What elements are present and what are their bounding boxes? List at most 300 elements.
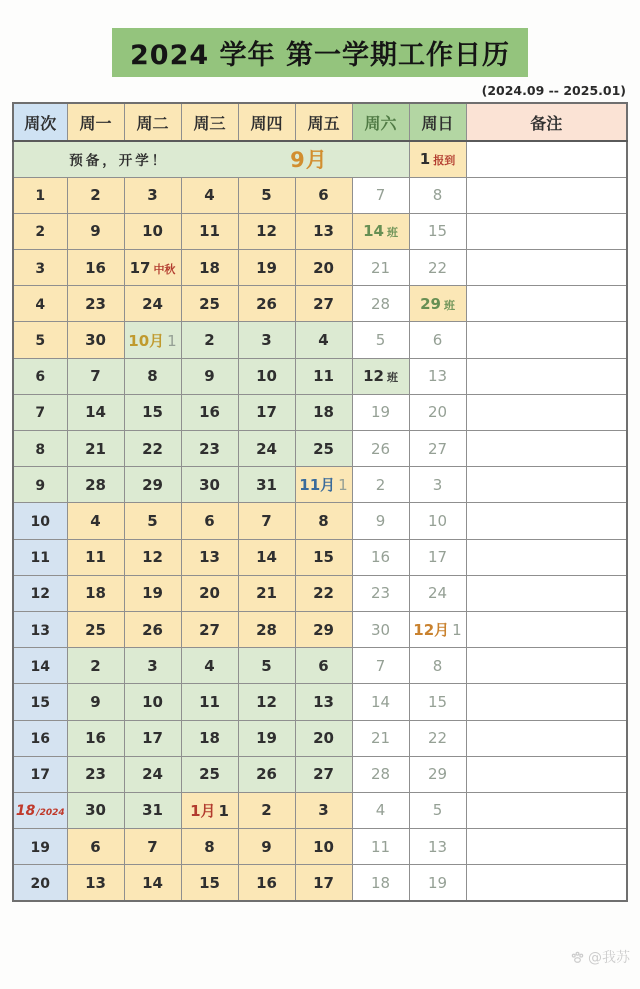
day-cell-text: 22 <box>142 439 163 458</box>
week-number-cell <box>13 322 67 358</box>
day-cell-text: 5 <box>261 186 272 205</box>
day-cell-text: 14 <box>256 548 277 567</box>
week-number-cell-text: 11 <box>30 550 50 567</box>
day-cell-text: 6 <box>90 837 101 856</box>
day-cell <box>181 720 238 756</box>
day-cell <box>409 648 466 684</box>
week-number-cell <box>13 648 67 684</box>
week-number-cell <box>13 720 67 756</box>
column-header <box>124 103 181 141</box>
day-cell-text: 10 <box>142 222 163 241</box>
column-header <box>295 103 352 141</box>
day-cell <box>238 829 295 865</box>
day-cell <box>181 250 238 286</box>
day-cell <box>409 467 466 503</box>
day-cell <box>67 648 124 684</box>
remark-cell <box>466 431 627 467</box>
week-row <box>13 467 627 503</box>
week-row <box>13 829 627 865</box>
week-number-cell <box>13 575 67 611</box>
day-cell-text: 19 <box>256 258 277 277</box>
remark-cell <box>466 865 627 901</box>
day-cell <box>124 431 181 467</box>
day-cell <box>352 792 409 828</box>
remark-cell <box>466 684 627 720</box>
day-cell-text: 6 <box>318 656 329 675</box>
day-cell <box>181 865 238 901</box>
day-cell <box>295 575 352 611</box>
day-cell-text: 26 <box>142 620 163 639</box>
day-cell <box>124 503 181 539</box>
day-cell-text: 2 <box>204 331 215 350</box>
week-row <box>13 250 627 286</box>
week-number-cell <box>13 829 67 865</box>
week-row <box>13 756 627 792</box>
week-number-cell <box>13 539 67 575</box>
day-cell-text: 12月 <box>413 621 450 640</box>
column-header-label: 周次 <box>24 113 57 133</box>
day-cell <box>67 539 124 575</box>
day-cell-text: 12 <box>363 367 384 386</box>
week-row <box>13 865 627 901</box>
week-row <box>13 611 627 647</box>
column-header-label: 备注 <box>530 113 563 133</box>
day-cell <box>238 503 295 539</box>
day-cell-text: 10 <box>427 511 448 530</box>
day-cell <box>295 684 352 720</box>
day-cell <box>238 467 295 503</box>
week-number-cell-text: 7 <box>35 405 46 422</box>
day-cell-text: 17 <box>129 258 151 277</box>
day-cell <box>181 431 238 467</box>
day-cell <box>409 611 466 647</box>
day-cell-text: 15 <box>142 403 163 422</box>
day-cell <box>295 503 352 539</box>
day-cell-text: 7 <box>90 367 101 386</box>
day-cell <box>67 250 124 286</box>
day-cell-text: 31 <box>142 801 163 820</box>
day-cell-text: 1月 <box>190 801 216 820</box>
day-cell <box>67 503 124 539</box>
day-cell-text: 12 <box>256 692 277 711</box>
column-header <box>13 103 67 141</box>
day-cell-text: 26 <box>256 765 277 784</box>
calendar-table <box>12 102 628 902</box>
day-cell-text: 26 <box>256 294 277 313</box>
remark-cell <box>466 394 627 430</box>
day-cell-text: 5 <box>147 511 158 530</box>
day-cell <box>409 829 466 865</box>
day-cell-text: 11 <box>199 222 220 241</box>
day-cell-text: 18 <box>199 258 220 277</box>
day-cell-text: 3 <box>261 331 272 350</box>
remark-cell <box>466 213 627 249</box>
day-cell-text: 23 <box>85 294 106 313</box>
day-cell <box>352 575 409 611</box>
watermark-text: @我苏 <box>588 950 630 966</box>
day-cell-text: 报到 <box>433 154 456 168</box>
calendar-header-row <box>13 103 627 141</box>
day-cell <box>124 720 181 756</box>
week-number-cell <box>13 286 67 322</box>
day-cell-text: 4 <box>204 186 215 205</box>
day-cell <box>409 720 466 756</box>
week-number-cell <box>13 177 67 213</box>
day-cell <box>295 829 352 865</box>
day-cell <box>352 684 409 720</box>
day-cell-text: 9 <box>261 837 272 856</box>
day-cell <box>67 865 124 901</box>
week-number-cell-text: /2024 <box>36 808 65 819</box>
day-cell <box>124 648 181 684</box>
day-cell <box>124 684 181 720</box>
day-cell-text: 21 <box>370 258 391 277</box>
day-cell-text: 14 <box>363 222 384 241</box>
title-bar <box>0 28 640 77</box>
remark-cell <box>466 575 627 611</box>
day-cell <box>67 756 124 792</box>
day-cell-text: 27 <box>199 620 220 639</box>
day-cell <box>295 431 352 467</box>
day-cell <box>295 322 352 358</box>
day-cell-text: 11 <box>370 837 391 856</box>
day-cell <box>295 720 352 756</box>
day-cell-text: 13 <box>313 692 334 711</box>
day-cell <box>181 756 238 792</box>
day-cell-text: 20 <box>313 729 334 748</box>
day-cell <box>238 684 295 720</box>
day-cell-text: 14 <box>85 403 106 422</box>
remark-cell <box>466 539 627 575</box>
day-cell-text: 10 <box>142 692 163 711</box>
day-cell-text: 15 <box>313 548 334 567</box>
remark-cell <box>466 792 627 828</box>
week-number-cell-text: 6 <box>35 369 46 386</box>
day-cell-text: 19 <box>142 584 163 603</box>
remark-cell <box>466 322 627 358</box>
day-cell <box>124 611 181 647</box>
day-cell-text: 2 <box>90 186 101 205</box>
week-row <box>13 322 627 358</box>
day-cell-text: 30 <box>85 801 106 820</box>
day-cell <box>352 213 409 249</box>
day-cell-text: 11月 <box>299 476 336 495</box>
day-cell <box>352 648 409 684</box>
day-cell-text: 18 <box>85 584 106 603</box>
day-cell <box>409 431 466 467</box>
column-header <box>409 103 466 141</box>
day-cell-text: 14 <box>142 873 163 892</box>
day-cell <box>295 286 352 322</box>
day-cell-text: 31 <box>256 475 277 494</box>
day-cell <box>238 177 295 213</box>
week-row <box>13 431 627 467</box>
paw-icon <box>570 950 585 965</box>
day-cell-text: 10 <box>313 837 334 856</box>
day-cell-text: 20 <box>313 258 334 277</box>
day-cell <box>67 358 124 394</box>
day-cell <box>67 611 124 647</box>
day-cell-text: 21 <box>256 584 277 603</box>
day-cell-text: 中秋 <box>153 262 176 276</box>
week-number-cell-text: 8 <box>35 441 46 458</box>
week-number-cell-text: 18 <box>15 803 36 820</box>
day-cell-text: 18 <box>199 729 220 748</box>
day-cell <box>181 539 238 575</box>
day-cell <box>409 865 466 901</box>
day-cell-text: 17 <box>427 548 448 567</box>
column-header <box>352 103 409 141</box>
day-cell-text: 20 <box>427 403 448 422</box>
day-cell-text: 11 <box>85 548 106 567</box>
day-cell-text: 22 <box>427 258 448 277</box>
remark-cell <box>466 286 627 322</box>
remark-cell <box>466 720 627 756</box>
column-header-label: 周三 <box>193 113 226 133</box>
day-cell <box>238 648 295 684</box>
day-cell-text: 5 <box>261 656 272 675</box>
day-cell-text: 2 <box>375 475 386 494</box>
day-cell <box>352 250 409 286</box>
day-cell-text: 16 <box>199 403 220 422</box>
week-number-cell-text: 16 <box>30 731 50 748</box>
day-cell-text: 23 <box>85 765 106 784</box>
day-cell <box>67 575 124 611</box>
day-cell-text: 29 <box>142 475 163 494</box>
day-cell <box>238 611 295 647</box>
day-cell-text: 7 <box>261 511 272 530</box>
day-cell-text: 3 <box>147 186 158 205</box>
week-number-cell <box>13 431 67 467</box>
remark-cell <box>466 250 627 286</box>
week-number-cell <box>13 250 67 286</box>
day-cell-text: 3 <box>432 475 443 494</box>
day-cell-text: 4 <box>204 656 215 675</box>
day-cell <box>181 177 238 213</box>
day-cell <box>238 322 295 358</box>
week-row <box>13 358 627 394</box>
remark-cell <box>466 756 627 792</box>
remark-cell <box>466 358 627 394</box>
week-number-cell-text: 3 <box>35 260 46 277</box>
day-cell <box>238 431 295 467</box>
month-banner-row <box>13 141 627 177</box>
day-cell <box>295 756 352 792</box>
handwritten-note: 预备，开学！ <box>69 153 169 170</box>
day-cell <box>352 322 409 358</box>
day-cell-text: 10月 <box>128 331 165 350</box>
week-number-cell-text: 12 <box>30 586 50 603</box>
day-cell <box>352 467 409 503</box>
day-cell-text: 28 <box>85 475 106 494</box>
day-cell <box>409 141 466 177</box>
week-number-cell <box>13 213 67 249</box>
day-cell-text: 25 <box>85 620 106 639</box>
column-header-label: 周四 <box>250 113 283 133</box>
day-cell <box>352 286 409 322</box>
day-cell <box>295 865 352 901</box>
day-cell <box>409 213 466 249</box>
day-cell-text: 9 <box>204 367 215 386</box>
day-cell <box>295 648 352 684</box>
week-number-cell-text: 10 <box>30 513 50 530</box>
day-cell-text: 30 <box>85 331 106 350</box>
day-cell-text: 19 <box>427 873 448 892</box>
day-cell-text: 24 <box>256 439 277 458</box>
day-cell-text: 5 <box>432 801 443 820</box>
day-cell-text: 班 <box>386 371 398 385</box>
day-cell-text: 24 <box>142 765 163 784</box>
day-cell <box>352 720 409 756</box>
day-cell <box>67 213 124 249</box>
day-cell-text: 8 <box>318 511 329 530</box>
day-cell <box>238 756 295 792</box>
day-cell <box>124 575 181 611</box>
day-cell-text: 7 <box>147 837 158 856</box>
day-cell-text: 28 <box>256 620 277 639</box>
week-row <box>13 213 627 249</box>
day-cell <box>238 575 295 611</box>
column-header-label: 周五 <box>307 113 340 133</box>
day-cell <box>238 720 295 756</box>
day-cell <box>67 394 124 430</box>
day-cell-text: 12 <box>142 548 163 567</box>
watermark <box>570 947 630 967</box>
day-cell <box>181 684 238 720</box>
day-cell-text: 2 <box>90 656 101 675</box>
day-cell-text: 6 <box>432 331 443 350</box>
day-cell <box>181 575 238 611</box>
day-cell-text: 29 <box>427 765 448 784</box>
day-cell <box>409 503 466 539</box>
day-cell-text: 17 <box>256 403 277 422</box>
day-cell-text: 8 <box>432 186 443 205</box>
day-cell-text: 8 <box>204 837 215 856</box>
day-cell-text: 15 <box>427 692 448 711</box>
day-cell <box>295 539 352 575</box>
day-cell <box>124 394 181 430</box>
week-number-cell <box>13 467 67 503</box>
day-cell <box>409 286 466 322</box>
week-number-cell-text: 20 <box>30 875 50 892</box>
remark-cell <box>466 611 627 647</box>
day-cell <box>409 177 466 213</box>
day-cell <box>67 467 124 503</box>
day-cell <box>181 322 238 358</box>
day-cell-text: 班 <box>386 226 398 240</box>
day-cell <box>181 611 238 647</box>
week-number-cell <box>13 792 67 828</box>
week-row <box>13 539 627 575</box>
day-cell <box>409 394 466 430</box>
week-number-cell-text: 15 <box>30 694 50 711</box>
day-cell-text: 1 <box>167 331 177 350</box>
day-cell-text: 4 <box>375 801 386 820</box>
day-cell <box>67 431 124 467</box>
remark-cell <box>466 648 627 684</box>
day-cell-text: 8 <box>147 367 158 386</box>
day-cell-text: 1 <box>419 150 431 169</box>
column-header <box>181 103 238 141</box>
remark-cell <box>466 467 627 503</box>
day-cell-text: 16 <box>85 258 106 277</box>
week-number-cell <box>13 684 67 720</box>
day-cell-text: 19 <box>370 403 391 422</box>
day-cell <box>67 829 124 865</box>
week-number-cell <box>13 756 67 792</box>
day-cell-text: 22 <box>427 729 448 748</box>
day-cell <box>352 358 409 394</box>
week-number-cell <box>13 503 67 539</box>
day-cell <box>124 865 181 901</box>
day-cell <box>124 467 181 503</box>
week-number-cell-text: 9 <box>35 477 46 494</box>
day-cell <box>295 213 352 249</box>
day-cell <box>238 250 295 286</box>
day-cell-text: 21 <box>85 439 106 458</box>
day-cell <box>181 829 238 865</box>
day-cell-text: 23 <box>370 584 391 603</box>
day-cell <box>238 358 295 394</box>
day-cell <box>181 792 238 828</box>
week-number-cell <box>13 394 67 430</box>
column-header-label: 周六 <box>364 113 397 133</box>
day-cell-text: 1 <box>338 476 348 495</box>
day-cell-text: 25 <box>199 294 220 313</box>
day-cell <box>409 792 466 828</box>
week-row <box>13 792 627 828</box>
remark-cell <box>466 503 627 539</box>
week-number-cell-text: 17 <box>30 767 50 784</box>
day-cell-text: 26 <box>370 439 391 458</box>
remark-cell <box>466 141 627 177</box>
column-header-label: 周日 <box>421 113 454 133</box>
column-header-label: 周一 <box>79 113 112 133</box>
day-cell-text: 28 <box>370 294 391 313</box>
day-cell-text: 8 <box>432 656 443 675</box>
day-cell <box>352 756 409 792</box>
week-number-cell <box>13 358 67 394</box>
day-cell-text: 23 <box>199 439 220 458</box>
week-number-cell-text: 13 <box>30 622 50 639</box>
month-banner-cell <box>13 141 409 177</box>
day-cell-text: 13 <box>427 837 448 856</box>
day-cell <box>409 575 466 611</box>
column-header <box>466 103 627 141</box>
day-cell <box>124 829 181 865</box>
day-cell <box>295 177 352 213</box>
day-cell <box>295 467 352 503</box>
day-cell <box>124 213 181 249</box>
day-cell-text: 9 <box>90 222 101 241</box>
day-cell <box>67 684 124 720</box>
day-cell-text: 15 <box>427 222 448 241</box>
day-cell-text: 1 <box>218 801 229 820</box>
day-cell <box>181 503 238 539</box>
day-cell <box>124 792 181 828</box>
day-cell <box>124 322 181 358</box>
day-cell <box>352 865 409 901</box>
page-title: 2024 学年 第一学期工作日历 <box>112 28 528 77</box>
day-cell <box>67 720 124 756</box>
week-row <box>13 648 627 684</box>
day-cell <box>67 322 124 358</box>
day-cell-text: 4 <box>318 331 329 350</box>
week-number-cell-text: 1 <box>35 188 46 205</box>
week-number-cell-text: 5 <box>35 333 46 350</box>
week-row <box>13 286 627 322</box>
day-cell <box>409 539 466 575</box>
